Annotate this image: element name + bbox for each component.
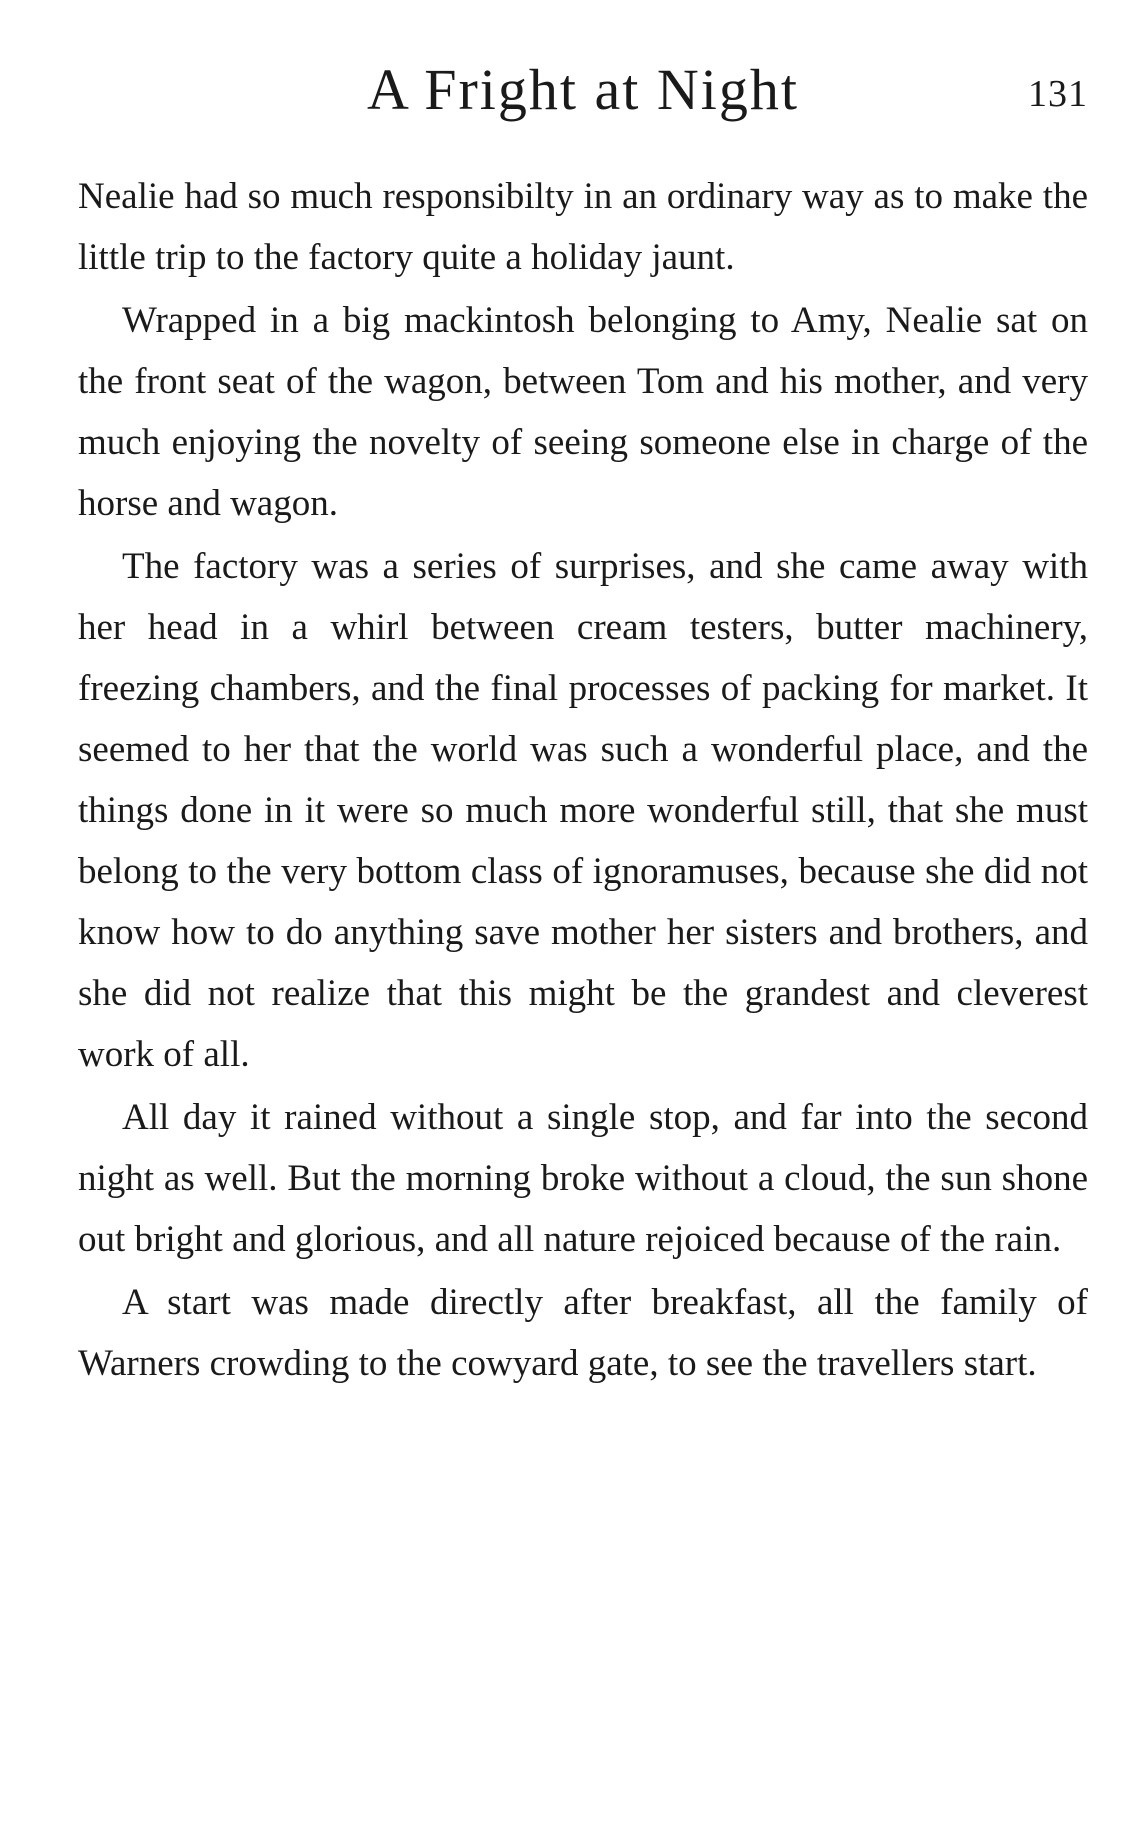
page-number: 131 (1028, 73, 1088, 115)
body-text (78, 166, 1088, 1396)
paragraph: Nealie had so much responsibilty in an ordinary way as to make the little trip to the factory quite a holiday jaunt. (78, 176, 1088, 278)
paragraph: Wrapped in a big mackintosh belonging to Amy, Nealie sat on the front seat of the wagon, between Tom and his mother, and very much enjoying the novelty of seeing someone else in charge of the horse and wagon. (78, 300, 1088, 524)
page-header (78, 50, 1088, 140)
paragraph: All day it rained without a single stop, and far into the second night as well. But the morning broke without a cloud, the sun shone out bright and glorious, and all nature rejoiced because of the rain. (78, 1097, 1088, 1260)
paragraph: A start was made directly after breakfast, all the family of Warners crowding to the cowyard gate, to see the travellers start. (78, 1282, 1088, 1384)
running-title: A Fright at Night (367, 57, 799, 122)
paragraph: The factory was a series of surprises, and she came away with her head in a whirl between cream testers, butter machinery, freezing chambers, and the final processes of packing for market. It seemed to her that the world was such a wonderful place, and the things done in it were so much more wonderful still, that she must belong to the very bottom class of ignoramuses, because she did not know how to do anything save mother her sisters and brothers, and she did not realize that this might be the grandest and cleverest work of all. (78, 546, 1088, 1075)
